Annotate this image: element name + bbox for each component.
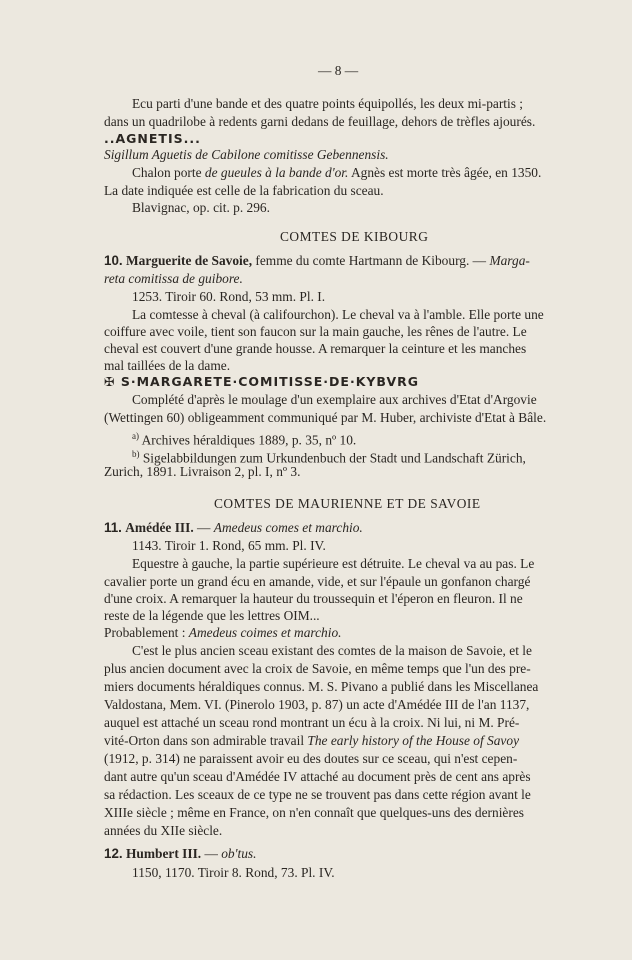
entry-title — [104, 845, 592, 863]
latin-text: Amedeus coimes et marchio. — [188, 625, 342, 640]
entry-number: 12. — [104, 846, 123, 861]
latin-text: Marga- — [489, 253, 530, 268]
book-title: The early history of the House of Savoy — [307, 733, 520, 748]
text-span: Agnès est morte très âgée, en 1350. — [348, 165, 542, 180]
text-line: C'est le plus ancien sceau existant des comtes de la maison de Savoie, et le — [132, 643, 532, 658]
text-line: auquel est attaché un sceau rond montrant un écu à la croix. Ni lui, ni M. Pré- — [104, 715, 520, 730]
catalogue-line: 1150, 1170. Tiroir 8. Rond, 73. Pl. IV. — [132, 865, 335, 880]
text-line — [104, 146, 592, 164]
text-line: Blavignac, op. cit. p. 296. — [132, 200, 270, 215]
text-span: — — [201, 846, 222, 861]
text-line: miers documents héraldiques connus. M. S. Pivano a publié dans les Miscellanea — [104, 679, 539, 694]
latin-text: ob'tus. — [221, 846, 257, 861]
text-span: Sigelabbildungen zum Urkundenbuch der Stadt und Landschaft Zürich, — [139, 450, 526, 466]
page-number: — 8 — — [318, 63, 359, 78]
text-line: XIIIe siècle ; même en France, on n'en connaît que quelques-uns des dernières — [104, 805, 524, 820]
catalogue-line: 1253. Tiroir 60. Rond, 53 mm. Pl. I. — [132, 289, 326, 304]
entry-number: 10. — [104, 253, 123, 268]
text-line: plus ancien document avec la croix de Savoie, en même temps que l'un des pre- — [104, 661, 531, 676]
text-line: (Wettingen 60) obligeamment communiqué par M. Huber, archiviste d'Etat à Bâle. — [104, 410, 547, 425]
catalogue-line: 1143. Tiroir 1. Rond, 65 mm. Pl. IV. — [132, 538, 326, 553]
text-line — [104, 624, 592, 642]
text-line — [132, 164, 592, 182]
entry-title — [104, 519, 592, 537]
section-heading: COMTES DE MAURIENNE ET DE SAVOIE — [214, 496, 481, 511]
text-span: Chalon porte — [132, 165, 205, 180]
text-line: coiffure avec voile, tient son faucon sur la main gauche, les rênes de l'autre. Le — [104, 324, 527, 339]
latin-text: reta comitissa de guibore. — [104, 271, 243, 286]
text-line — [104, 270, 592, 288]
latin-text: Sigillum Aguetis de Cabilone comitisse Gebennensis. — [104, 147, 389, 162]
text-span: vité-Orton dans son admirable travail — [104, 733, 308, 748]
text-span: — — [193, 520, 214, 535]
text-line: Zurich, 1891. Livraison 2, pl. I, nº 3. — [104, 464, 301, 479]
entry-name: Humbert III. — [125, 846, 202, 861]
text-line: Equestre à gauche, la partie supérieure est détruite. Le cheval va au pas. Le — [132, 556, 535, 571]
entry-name: Amédée III. — [125, 520, 194, 535]
text-line: cavalier porte un grand écu en amande, vide, et sur l'épaule un gonfanon chargé — [104, 574, 531, 589]
text-line: dant autre qu'un sceau d'Amédée IV attaché au document près de cent ans après — [104, 769, 531, 784]
text-line: Valdostana, Mem. VI. (Pinerolo 1903, p. 87) un acte d'Amédée III de l'an 1137, — [104, 697, 530, 712]
blazon-text: de gueules à la bande d'or. — [204, 165, 349, 180]
text-line: d'une croix. A remarquer la hauteur du troussequin et l'éperon en fleuron. Il ne — [104, 591, 523, 606]
text-line: sa rédaction. Les sceaux de ce type ne se trouvent pas dans cette région avant le — [104, 787, 531, 802]
footnote-mark: b) — [132, 449, 140, 459]
text-line: La date indiquée est celle de la fabrication du sceau. — [104, 183, 384, 198]
entry-title — [104, 252, 592, 270]
text-line: cheval est couvert d'une grande housse. A remarquer la ceinture et les manches — [104, 341, 527, 356]
text-line: Ecu parti d'une bande et des quatre points équipollés, les deux mi-partis ; — [132, 96, 524, 111]
text-line: dans un quadrilobe à redents garni dedans de feuillage, dehors de trèfles ajourés. — [104, 114, 536, 129]
section-heading: COMTES DE KIBOURG — [280, 229, 429, 244]
text-span: Probablement : — [104, 625, 189, 640]
entry-number: 11. — [104, 520, 122, 535]
text-span: femme du comte Hartmann de Kibourg. — — [252, 253, 490, 268]
text-line: reste de la légende que les lettres OIM... — [104, 608, 320, 623]
seal-legend: ✠ S·MARGARETE·COMITISSE·DE·KYBVRG — [104, 374, 420, 389]
text-line: La comtesse à cheval (à califourchon). Le cheval va à l'amble. Elle porte une — [132, 307, 544, 322]
seal-legend: ..AGNETIS... — [104, 131, 201, 146]
text-line — [104, 732, 592, 750]
text-line: (1912, p. 314) ne paraissent avoir eu des doutes sur ce sceau, qui n'est cepen- — [104, 751, 518, 766]
footnote-mark: a) — [132, 431, 139, 441]
text-line: années du XIIe siècle. — [104, 823, 223, 838]
latin-text: Amedeus comes et marchio. — [213, 520, 363, 535]
text-span: Archives héraldiques 1889, p. 35, nº 10. — [139, 432, 357, 448]
text-line: Complété d'après le moulage d'un exemplaire aux archives d'Etat d'Argovie — [132, 392, 537, 407]
text-line: mal taillées de la dame. — [104, 358, 231, 373]
entry-name: Marguerite de Savoie, — [125, 253, 253, 268]
